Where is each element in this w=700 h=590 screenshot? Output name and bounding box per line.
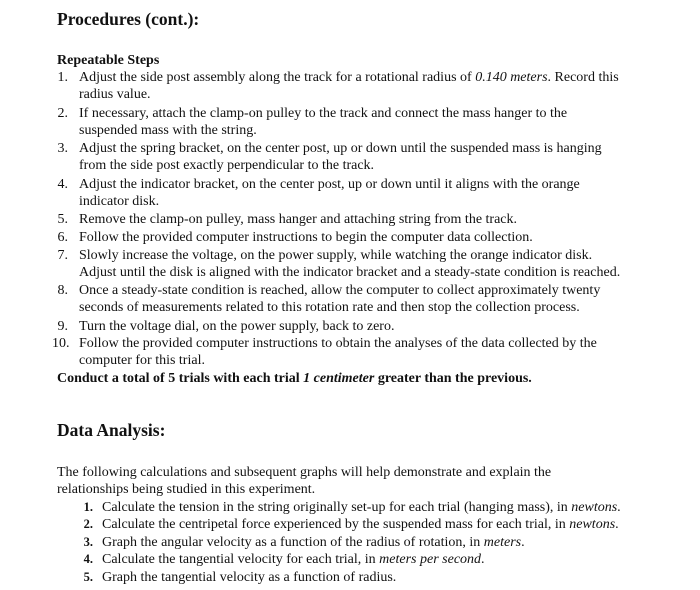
step-text-cont: radius value.	[79, 87, 151, 102]
step-text-cont: computer for this trial.	[79, 353, 205, 368]
step-number: 1.	[57, 70, 68, 85]
analysis-intro-cont: relationships being studied in this experiment.	[57, 482, 316, 497]
item-number: 1.	[83, 500, 93, 514]
step-text: Remove the clamp-on pulley, mass hanger and attaching string from the track.	[79, 212, 518, 227]
item-number: 5.	[83, 570, 93, 584]
step-text: If necessary, attach the clamp-on pulley to the track and connect the mass hanger to the	[79, 106, 568, 121]
item-number: 3.	[83, 535, 93, 549]
step-text: Adjust the side post assembly along the track for a rotational radius of 0.140 meters. Record this	[79, 70, 619, 85]
item-text: Calculate the tension in the string originally set-up for each trial (hanging mass), in newtons.	[102, 500, 621, 515]
item-number: 4.	[83, 552, 93, 566]
step-text-cont: from the side post exactly perpendicular to the track.	[79, 158, 375, 173]
step-number: 2.	[57, 106, 68, 121]
item-text: Calculate the centripetal force experienced by the suspended mass for each trial, in newtons.	[102, 517, 619, 532]
step-text-cont: seconds of measurements related to this rotation rate and then stop the collection process.	[79, 300, 580, 315]
step-number: 6.	[57, 230, 68, 245]
step-number: 4.	[57, 177, 68, 192]
procedures-heading: Procedures (cont.):	[57, 9, 200, 29]
step-text: Follow the provided computer instructions to begin the computer data collection.	[79, 230, 533, 245]
step-text: Adjust the spring bracket, on the center post, up or down until the suspended mass is hanging	[79, 141, 602, 156]
step-number: 10.	[52, 336, 70, 351]
step-text-cont: Adjust until the disk is aligned with the indicator bracket and a steady-state condition is reached.	[79, 265, 621, 280]
step-text-cont: indicator disk.	[79, 194, 160, 209]
item-text: Graph the angular velocity as a function of the radius of rotation, in meters.	[102, 535, 525, 550]
step-number: 7.	[57, 248, 68, 263]
item-text: Graph the tangential velocity as a function of radius.	[102, 570, 397, 585]
step-number: 9.	[57, 319, 68, 334]
step-text-cont: suspended mass with the string.	[79, 123, 257, 138]
repeatable-steps-subheading: Repeatable Steps	[57, 53, 160, 68]
item-number: 2.	[83, 517, 93, 531]
trials-instruction: Conduct a total of 5 trials with each trial 1 centimeter greater than the previous.	[57, 371, 532, 386]
step-text: Slowly increase the voltage, on the power supply, while watching the orange indicator disk.	[79, 248, 593, 263]
step-number: 5.	[57, 212, 68, 227]
step-number: 8.	[57, 283, 68, 298]
step-text: Adjust the indicator bracket, on the center post, up or down until it aligns with the orange	[79, 177, 580, 192]
step-number: 3.	[57, 141, 68, 156]
step-text: Turn the voltage dial, on the power supply, back to zero.	[79, 319, 395, 334]
step-text: Follow the provided computer instructions to obtain the analyses of the data collected by the	[79, 336, 597, 351]
step-text: Once a steady-state condition is reached, allow the computer to collect approximately twenty	[79, 283, 601, 298]
item-text: Calculate the tangential velocity for each trial, in meters per second.	[102, 552, 485, 567]
analysis-intro: The following calculations and subsequent graphs will help demonstrate and explain the	[57, 465, 552, 480]
data-analysis-heading: Data Analysis:	[57, 420, 166, 440]
